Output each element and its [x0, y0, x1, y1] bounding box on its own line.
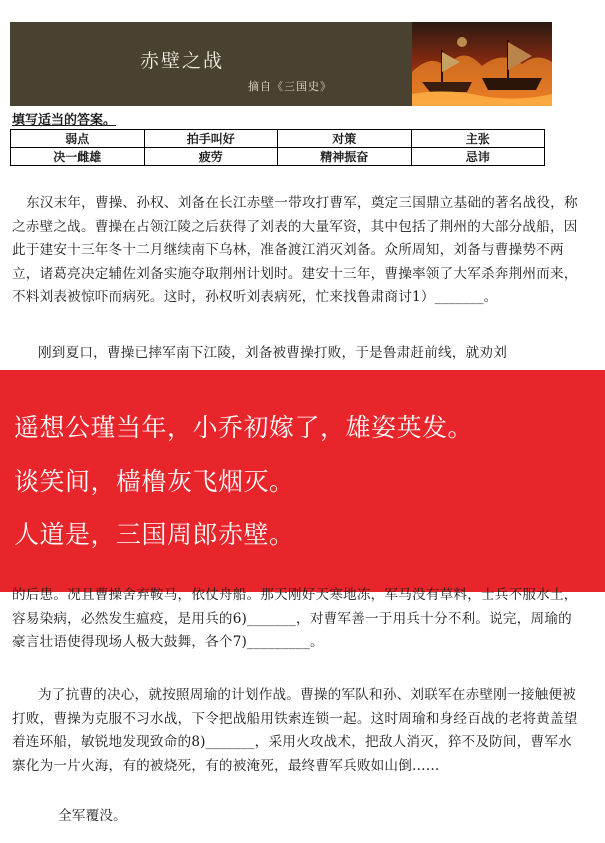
title-banner [10, 22, 552, 106]
table-cell: 疲劳 [144, 148, 278, 166]
table-cell: 弱点 [11, 130, 145, 148]
vocabulary-table [10, 129, 545, 166]
passage-paragraph-1: 东汉末年，曹操、孙权、刘备在长江赤壁一带攻打曹军，奠定三国鼎立基础的著名战役，称之赤壁之战。曹操在占领江陵之后获得了刘表的大量军资，其中包括了荆州的大部分战船，因此于建安十三年冬十二月继续南下乌林，准备渡江消灭刘备。众所周知，刘备与曹操势不两立，诸葛亮决定辅佐刘备实施夺取荆州计划时。建安十三年，曹操率领了大军杀奔荆州而来，不料刘表被惊吓而病死。这时，孙权听刘表病死，忙来找鲁肃商讨1）_______。 [12, 195, 578, 305]
poem-overlay-banner [0, 370, 605, 592]
poem-line-1: 遥想公瑾当年，小乔初嫁了，雄姿英发。 [14, 413, 474, 442]
poem-line-2: 谈笑间，樯橹灰飞烟灭。 [14, 467, 295, 496]
passage-paragraph-4: 为了抗曹的决心，就按照周瑜的计划作战。曹操的军队和孙、刘联军在赤壁刚一接触便被打败，曹操为克服不习水战，下令把战船用铁索连锁一起。这时周瑜和身经百战的老将黄盖望着连环船，敏锐地发现致命的8)_______，采用火攻战术，把敌人消灭，猝不及防间，曹军水寨化为一片火海，有的被烧死，有的被淹死，最终曹军兵败如山倒…… [12, 687, 578, 774]
table-cell: 拍手叫好 [144, 130, 278, 148]
table-cell: 对策 [278, 130, 412, 148]
document-title: 赤壁之战 [140, 50, 225, 72]
table-cell: 忌讳 [411, 148, 545, 166]
table-row [11, 148, 545, 166]
poem-line-3: 人道是，三国周郎赤壁。 [14, 520, 295, 549]
passage-paragraph-2: 刚到夏口，曹操已摔军南下江陵，刘备被曹操打败，于是鲁肃赶前线，就劝刘 [38, 345, 507, 361]
passage-paragraph-3: 的后患。况且曹操舍弃鞍马，依仗舟船。那天刚好天寒地冻，军马没有草料，士兵不服水土，容易染病，必然发生瘟疫，是用兵的6)_______，对曹军善一于用兵十分不利。说完，周瑜的豪言壮语使得现场人极大鼓舞，各个7)_________。 [12, 587, 578, 650]
table-row [11, 130, 545, 148]
instruction-text: 填写适当的答案。 [12, 113, 117, 128]
source-note: 摘自《三国史》 [248, 80, 332, 93]
battle-illustration [412, 22, 552, 106]
passage-paragraph-5: 全军覆没。 [58, 808, 127, 824]
table-cell: 主张 [411, 130, 545, 148]
table-cell: 精神振奋 [278, 148, 412, 166]
table-cell: 决一雌雄 [11, 148, 145, 166]
